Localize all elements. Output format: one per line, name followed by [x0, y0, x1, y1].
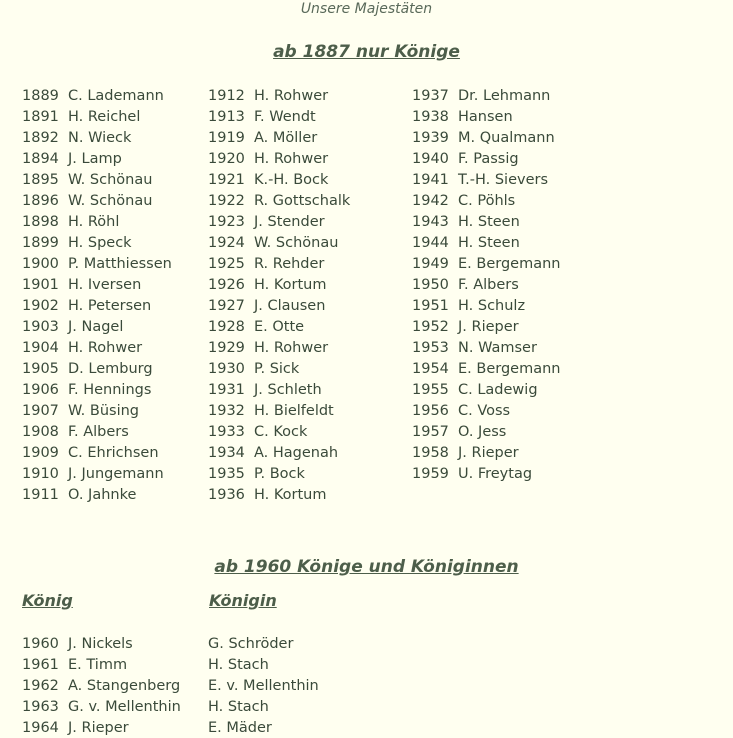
king-name: M. Qualmann — [458, 130, 555, 146]
king-name: E. Bergemann — [458, 256, 561, 272]
list-item — [208, 233, 350, 254]
king-name: C. Ladewig — [458, 382, 538, 398]
list-item — [412, 86, 560, 107]
year: 1933 — [208, 424, 245, 440]
queen-name: H. Stach — [208, 699, 269, 715]
list-item — [22, 317, 172, 338]
king-name: C. Pöhls — [458, 193, 516, 209]
list-item — [22, 422, 172, 443]
king-name: Hansen — [458, 109, 513, 125]
year: 1902 — [22, 298, 59, 314]
king-column-label: König — [22, 591, 73, 610]
year: 1944 — [412, 235, 449, 251]
list-item — [208, 422, 350, 443]
year: 1921 — [208, 172, 245, 188]
king-name: H. Bielfeldt — [254, 403, 334, 419]
list-item — [412, 380, 560, 401]
kings-since-1960 — [22, 634, 181, 738]
year: 1935 — [208, 466, 245, 482]
king-name: J. Jungemann — [68, 466, 164, 482]
year: 1956 — [412, 403, 449, 419]
list-item — [208, 443, 350, 464]
year: 1934 — [208, 445, 245, 461]
queens-since-1960 — [208, 634, 319, 738]
page-title: Unsere Majestäten — [300, 1, 433, 17]
year: 1941 — [412, 172, 449, 188]
king-name: C. Kock — [254, 424, 308, 440]
list-item — [412, 254, 560, 275]
list-item — [412, 107, 560, 128]
king-name: H. Steen — [458, 214, 520, 230]
year: 1953 — [412, 340, 449, 356]
year: 1912 — [208, 88, 245, 104]
year: 1900 — [22, 256, 59, 272]
king-name: A. Stangenberg — [68, 678, 181, 694]
list-item — [208, 317, 350, 338]
king-name: U. Freytag — [458, 466, 533, 482]
king-name: Dr. Lehmann — [458, 88, 551, 104]
king-name: F. Hennings — [68, 382, 152, 398]
list-item — [412, 296, 560, 317]
king-name: N. Wamser — [458, 340, 537, 356]
year: 1959 — [412, 466, 449, 482]
year: 1964 — [22, 720, 59, 736]
king-name: W. Schönau — [68, 193, 153, 209]
list-item — [22, 338, 172, 359]
year: 1892 — [22, 130, 59, 146]
list-item — [412, 275, 560, 296]
year: 1938 — [412, 109, 449, 125]
year: 1898 — [22, 214, 59, 230]
king-name: F. Albers — [458, 277, 519, 293]
king-name: E. Otte — [254, 319, 305, 335]
king-name: J. Rieper — [458, 319, 519, 335]
list-item — [208, 107, 350, 128]
king-name: C. Voss — [458, 403, 511, 419]
year: 1950 — [412, 277, 449, 293]
year: 1954 — [412, 361, 449, 377]
list-item — [22, 212, 172, 233]
list-item — [208, 464, 350, 485]
queen-name: E. Mäder — [208, 720, 272, 736]
list-item — [22, 443, 172, 464]
year: 1937 — [412, 88, 449, 104]
list-item — [412, 170, 560, 191]
king-name: H. Rohwer — [254, 340, 329, 356]
king-name: H. Röhl — [68, 214, 120, 230]
year: 1942 — [412, 193, 449, 209]
list-item — [208, 149, 350, 170]
king-name: K.-H. Bock — [254, 172, 329, 188]
list-item — [208, 338, 350, 359]
list-item — [412, 317, 560, 338]
king-name: H. Steen — [458, 235, 520, 251]
list-item — [22, 107, 172, 128]
year: 1955 — [412, 382, 449, 398]
king-name: H. Rohwer — [68, 340, 143, 356]
list-item — [22, 233, 172, 254]
king-name: P. Sick — [254, 361, 300, 377]
list-item — [208, 254, 350, 275]
year: 1904 — [22, 340, 59, 356]
king-name: H. Schulz — [458, 298, 526, 314]
list-item — [22, 634, 181, 655]
year: 1963 — [22, 699, 59, 715]
list-item — [412, 212, 560, 233]
list-item — [208, 380, 350, 401]
list-item — [22, 655, 181, 676]
king-name: H. Iversen — [68, 277, 142, 293]
year: 1919 — [208, 130, 245, 146]
king-name: W. Büsing — [68, 403, 140, 419]
king-name: H. Rohwer — [254, 151, 329, 167]
king-name: T.-H. Sievers — [458, 172, 549, 188]
kings-column-3 — [412, 86, 560, 485]
list-item — [22, 464, 172, 485]
list-item — [22, 128, 172, 149]
list-item — [22, 149, 172, 170]
year: 1961 — [22, 657, 59, 673]
king-name: H. Petersen — [68, 298, 152, 314]
king-name: F. Passig — [458, 151, 519, 167]
list-item — [208, 191, 350, 212]
list-item — [22, 86, 172, 107]
king-name: F. Albers — [68, 424, 129, 440]
king-name: J. Rieper — [68, 720, 129, 736]
list-item — [22, 718, 181, 738]
king-name: W. Schönau — [68, 172, 153, 188]
list-item — [208, 170, 350, 191]
year: 1894 — [22, 151, 59, 167]
king-name: J. Clausen — [254, 298, 326, 314]
year: 1957 — [412, 424, 449, 440]
king-name: W. Schönau — [254, 235, 339, 251]
king-name: E. Bergemann — [458, 361, 561, 377]
year: 1943 — [412, 214, 449, 230]
year: 1924 — [208, 235, 245, 251]
year: 1931 — [208, 382, 245, 398]
year: 1901 — [22, 277, 59, 293]
list-item — [22, 401, 172, 422]
year: 1891 — [22, 109, 59, 125]
list-item — [22, 697, 181, 718]
year: 1889 — [22, 88, 59, 104]
king-name: F. Wendt — [254, 109, 316, 125]
year: 1896 — [22, 193, 59, 209]
year: 1908 — [22, 424, 59, 440]
list-item — [208, 212, 350, 233]
kings-column-2 — [208, 86, 350, 506]
king-name: H. Kortum — [254, 277, 327, 293]
year: 1929 — [208, 340, 245, 356]
year: 1923 — [208, 214, 245, 230]
year: 1913 — [208, 109, 245, 125]
list-item — [22, 359, 172, 380]
king-name: C. Lademann — [68, 88, 164, 104]
king-name: J. Nickels — [68, 636, 133, 652]
year: 1906 — [22, 382, 59, 398]
list-item — [412, 338, 560, 359]
queen-name: G. Schröder — [208, 636, 294, 652]
queen-name: E. v. Mellenthin — [208, 678, 319, 694]
list-item — [412, 128, 560, 149]
year: 1927 — [208, 298, 245, 314]
king-name: P. Bock — [254, 466, 305, 482]
king-name: C. Ehrichsen — [68, 445, 159, 461]
king-name: R. Rehder — [254, 256, 325, 272]
year: 1910 — [22, 466, 59, 482]
king-name: H. Speck — [68, 235, 132, 251]
year: 1936 — [208, 487, 245, 503]
list-item — [208, 401, 350, 422]
year: 1958 — [412, 445, 449, 461]
year: 1951 — [412, 298, 449, 314]
king-name: J. Lamp — [68, 151, 122, 167]
section-heading-kings-only: ab 1887 nur Könige — [273, 42, 460, 62]
year: 1928 — [208, 319, 245, 335]
year: 1907 — [22, 403, 59, 419]
year: 1952 — [412, 319, 449, 335]
year: 1909 — [22, 445, 59, 461]
king-name: O. Jess — [458, 424, 507, 440]
year: 1930 — [208, 361, 245, 377]
list-item — [22, 296, 172, 317]
king-name: J. Rieper — [458, 445, 519, 461]
year: 1940 — [412, 151, 449, 167]
king-name: P. Matthiessen — [68, 256, 172, 272]
year: 1962 — [22, 678, 59, 694]
queen-column-label: Königin — [209, 591, 277, 610]
year: 1895 — [22, 172, 59, 188]
section-heading-kings-and-queens: ab 1960 Könige und Königinnen — [214, 557, 519, 577]
year: 1899 — [22, 235, 59, 251]
king-name: J. Stender — [254, 214, 325, 230]
year: 1922 — [208, 193, 245, 209]
list-item — [22, 380, 172, 401]
year: 1920 — [208, 151, 245, 167]
list-item — [22, 275, 172, 296]
year: 1903 — [22, 319, 59, 335]
king-name: E. Timm — [68, 657, 128, 673]
list-item — [22, 676, 181, 697]
year: 1960 — [22, 636, 59, 652]
list-item — [208, 86, 350, 107]
list-item — [22, 485, 172, 506]
list-item — [412, 422, 560, 443]
list-item — [208, 275, 350, 296]
list-item — [412, 359, 560, 380]
king-name: O. Jahnke — [68, 487, 137, 503]
king-name: H. Kortum — [254, 487, 327, 503]
king-name: H. Rohwer — [254, 88, 329, 104]
list-item — [412, 401, 560, 422]
king-name: A. Hagenah — [254, 445, 339, 461]
king-name: J. Nagel — [68, 319, 124, 335]
list-item — [412, 443, 560, 464]
list-item — [412, 191, 560, 212]
list-item — [412, 464, 560, 485]
year: 1926 — [208, 277, 245, 293]
list-item — [208, 359, 350, 380]
list-item — [22, 191, 172, 212]
list-item — [208, 485, 350, 506]
list-item — [208, 296, 350, 317]
list-item — [412, 149, 560, 170]
list-item — [208, 128, 350, 149]
list-item — [22, 170, 172, 191]
king-name: R. Gottschalk — [254, 193, 351, 209]
year: 1932 — [208, 403, 245, 419]
kings-column-1 — [22, 86, 172, 506]
year: 1949 — [412, 256, 449, 272]
king-name: N. Wieck — [68, 130, 132, 146]
queen-name: H. Stach — [208, 657, 269, 673]
list-item — [412, 233, 560, 254]
year: 1925 — [208, 256, 245, 272]
king-name: A. Möller — [254, 130, 318, 146]
year: 1939 — [412, 130, 449, 146]
king-name: H. Reichel — [68, 109, 141, 125]
king-name: D. Lemburg — [68, 361, 153, 377]
king-name: J. Schleth — [254, 382, 322, 398]
king-name: G. v. Mellenthin — [68, 699, 181, 715]
year: 1905 — [22, 361, 59, 377]
year: 1911 — [22, 487, 59, 503]
list-item — [22, 254, 172, 275]
